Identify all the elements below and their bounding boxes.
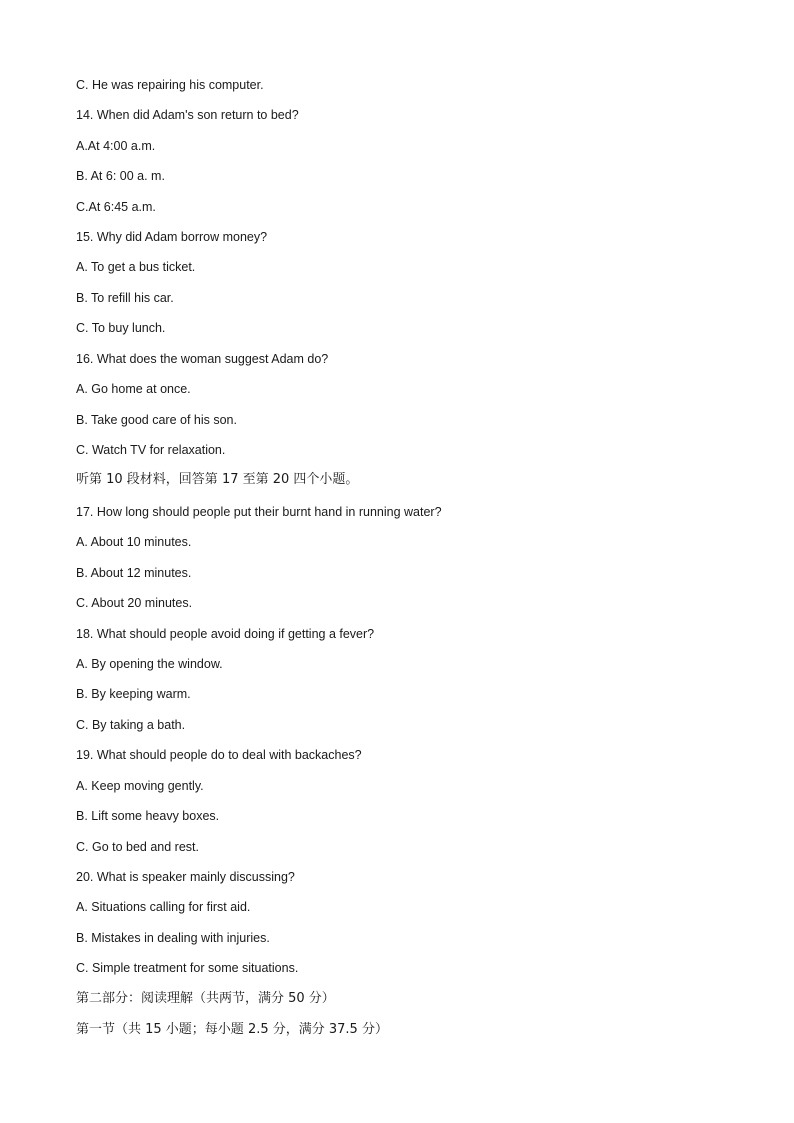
- question-19: 19. What should people do to deal with backaches?: [76, 748, 362, 762]
- part-two-heading: 第二部分：阅读理解（共两节，满分 50 分）: [76, 991, 335, 1006]
- option-15c: C. To buy lunch.: [76, 321, 166, 335]
- question-20: 20. What is speaker mainly discussing?: [76, 870, 295, 884]
- question-18: 18. What should people avoid doing if getting a fever?: [76, 627, 375, 641]
- option-14a: A.At 4:00 a.m.: [76, 139, 156, 153]
- option-17c: C. About 20 minutes.: [76, 596, 193, 610]
- option-18a: A. By opening the window.: [76, 657, 223, 671]
- option-15a: A. To get a bus ticket.: [76, 260, 196, 274]
- question-17: 17. How long should people put their burnt hand in running water?: [76, 505, 442, 519]
- section-instruction: 听第 10 段材料，回答第 17 至第 20 四个小题。: [76, 472, 359, 487]
- option-18c: C. By taking a bath.: [76, 718, 186, 732]
- option-17a: A. About 10 minutes.: [76, 535, 192, 549]
- option-14c: C.At 6:45 a.m.: [76, 200, 156, 214]
- option-20b: B. Mistakes in dealing with injuries.: [76, 931, 270, 945]
- question-15: 15. Why did Adam borrow money?: [76, 230, 268, 244]
- option-19a: A. Keep moving gently.: [76, 779, 204, 793]
- question-14: 14. When did Adam's son return to bed?: [76, 108, 299, 122]
- option-19b: B. Lift some heavy boxes.: [76, 809, 220, 823]
- option-18b: B. By keeping warm.: [76, 687, 191, 701]
- option-16b: B. Take good care of his son.: [76, 413, 237, 427]
- section-one-heading: 第一节（共 15 小题；每小题 2.5 分，满分 37.5 分）: [76, 1022, 388, 1037]
- option-15b: B. To refill his car.: [76, 291, 174, 305]
- option-13c: C. He was repairing his computer.: [76, 78, 264, 92]
- option-20c: C. Simple treatment for some situations.: [76, 961, 299, 975]
- option-17b: B. About 12 minutes.: [76, 566, 192, 580]
- option-20a: A. Situations calling for first aid.: [76, 900, 251, 914]
- option-16c: C. Watch TV for relaxation.: [76, 443, 226, 457]
- option-14b: B. At 6: 00 a. m.: [76, 169, 165, 183]
- question-16: 16. What does the woman suggest Adam do?: [76, 352, 329, 366]
- option-16a: A. Go home at once.: [76, 382, 191, 396]
- option-19c: C. Go to bed and rest.: [76, 840, 199, 854]
